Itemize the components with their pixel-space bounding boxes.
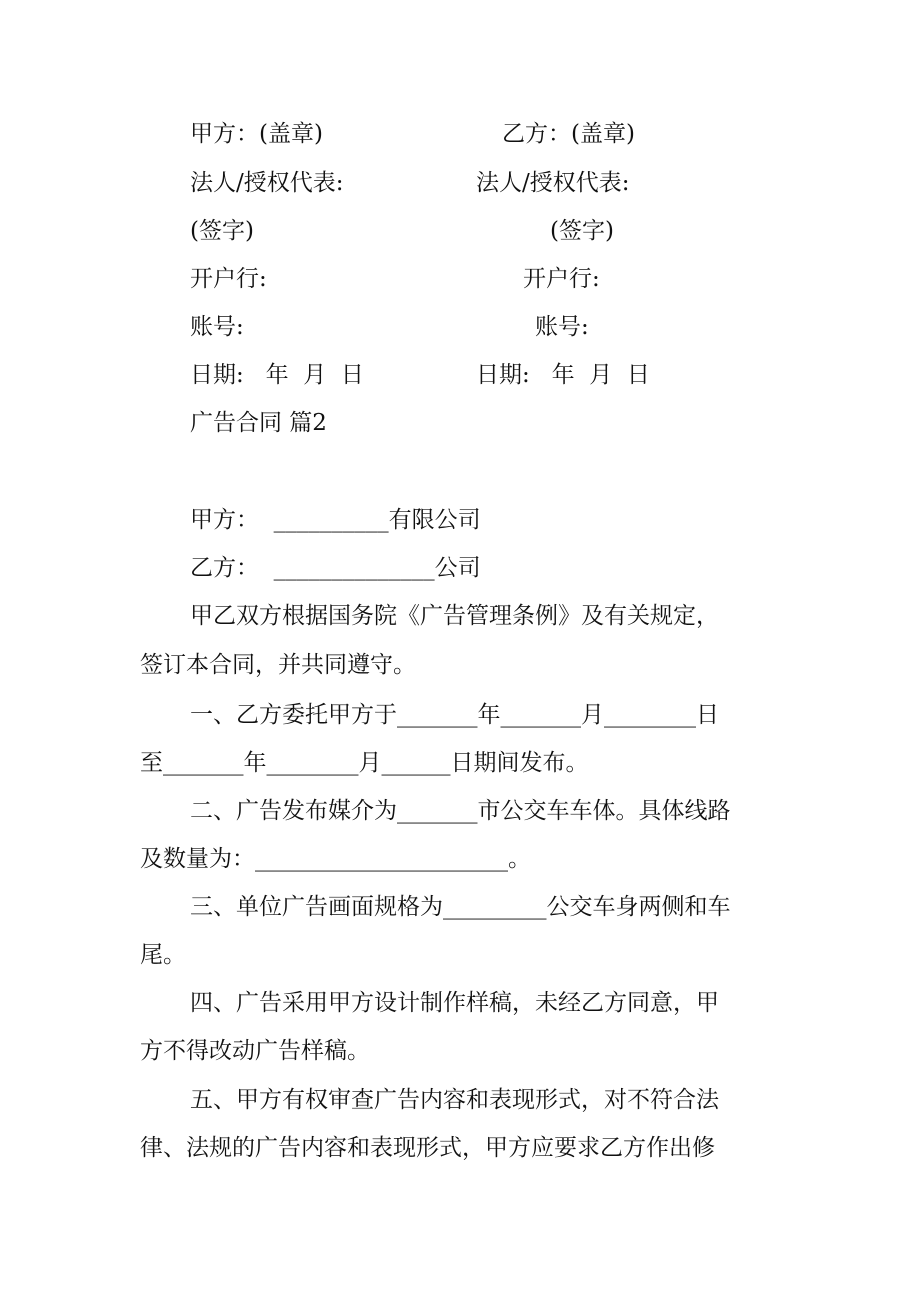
party-b-seal: 乙方：(盖章): [502, 121, 635, 147]
section-title: 广告合同 篇2: [190, 410, 327, 436]
party-a-account: 账号:: [190, 314, 244, 340]
party-b-representative: 法人/授权代表:: [476, 170, 630, 196]
clause-1-line-1: 一、乙方委托甲方于_______年_______月________日: [190, 702, 719, 728]
party-b-line: 乙方： ______________公司: [190, 555, 481, 581]
party-b-account: 账号:: [535, 314, 589, 340]
party-b-signature: (签字): [550, 218, 614, 244]
clause-1-line-2: 至_______年________月______日期间发布。: [140, 750, 589, 776]
clause-4-line-1: 四、广告采用甲方设计制作样稿，未经乙方同意，甲: [190, 990, 719, 1016]
clause-2-line-2: 及数量为：______________________。: [140, 846, 531, 872]
clause-4-line-2: 方不得改动广告样稿。: [140, 1038, 370, 1064]
party-b-date: 日期: 年 月 日: [476, 362, 650, 388]
party-b-bank: 开户行:: [523, 266, 600, 292]
party-a-date: 日期: 年 月 日: [190, 362, 364, 388]
party-a-bank: 开户行:: [190, 266, 267, 292]
intro-line-2: 签订本合同，并共同遵守。: [140, 652, 416, 678]
intro-line-1: 甲乙双方根据国务院《广告管理条例》及有关规定，: [190, 603, 719, 629]
party-a-representative: 法人/授权代表:: [190, 170, 344, 196]
clause-5-line-2: 律、法规的广告内容和表现形式，甲方应要求乙方作出修: [140, 1135, 715, 1161]
clause-2-line-1: 二、广告发布媒介为_______市公交车车体。具体线路: [190, 798, 731, 824]
clause-5-line-1: 五、甲方有权审查广告内容和表现形式，对不符合法: [190, 1087, 719, 1113]
clause-3-line-1: 三、单位广告画面规格为_________公交车身两侧和车: [190, 894, 731, 920]
party-a-seal: 甲方：(盖章): [190, 121, 323, 147]
clause-3-line-2: 尾。: [140, 942, 186, 968]
party-a-signature: (签字): [190, 218, 254, 244]
party-a-line: 甲方： __________有限公司: [190, 507, 481, 533]
